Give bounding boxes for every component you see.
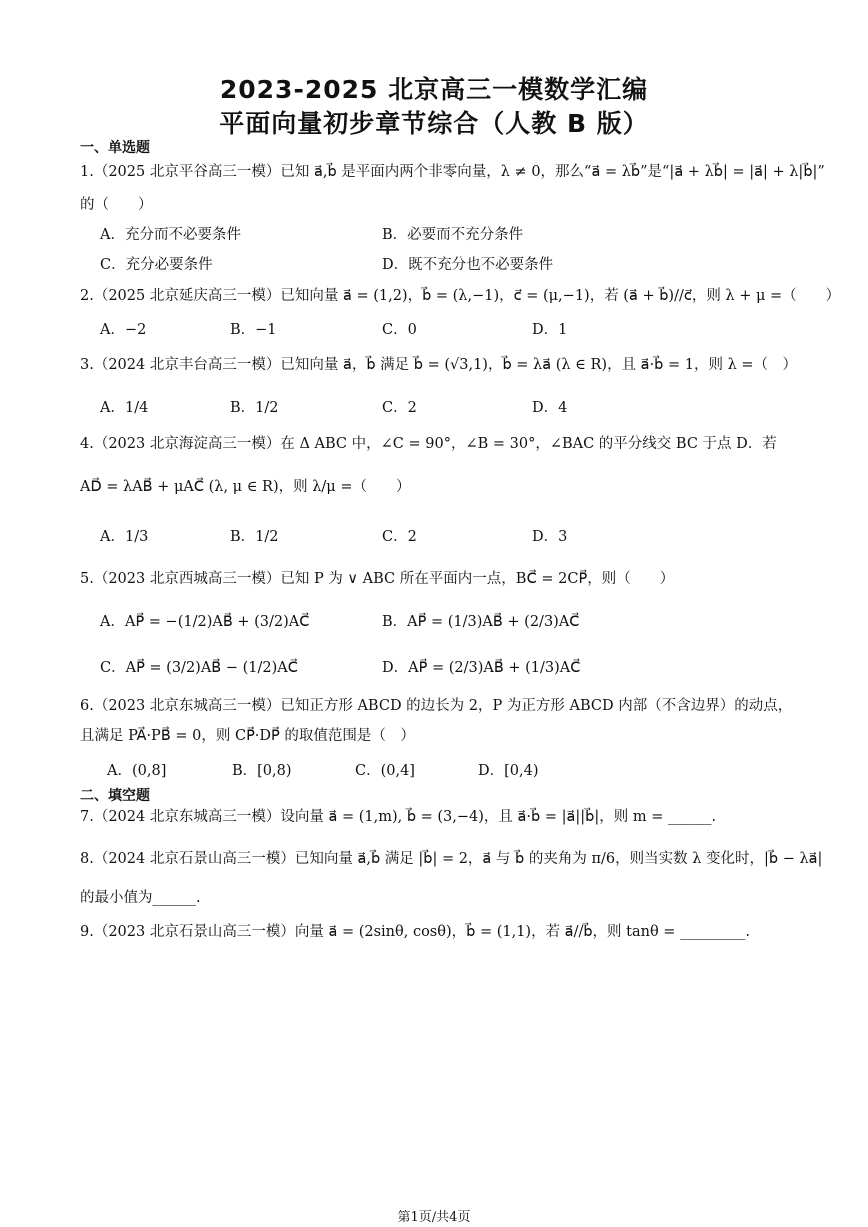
question-2-option-c: C．0: [382, 322, 417, 338]
question-6-option-b: B．[0,8): [232, 763, 292, 779]
question-4-option-d: D．3: [532, 529, 568, 545]
question-8-stem: 8.（2024 北京石景山高三一模）已知向量 a⃗,b⃗ 满足 |b⃗| = 2，a⃗ 与 b⃗ 的夹角为 π/6，则当实数 λ 变化时，|b⃗ − λa⃗|: [80, 851, 823, 867]
question-3-option-b: B．1/2: [230, 400, 279, 416]
question-5-option-c: C．AP⃗ = (3/2)AB⃗ − (1/2)AC⃗: [100, 660, 298, 676]
question-6-option-a: A．(0,8]: [107, 763, 167, 779]
question-4-option-b: B．1/2: [230, 529, 279, 545]
question-7-stem: 7.（2024 北京东城高三一模）设向量 a⃗ = (1,m), b⃗ = (3,−4)，且 a⃗·b⃗ = |a⃗||b⃗|，则 m = ______.: [80, 809, 717, 825]
question-1-stem-cont: 的（ ）: [80, 197, 153, 213]
question-2-stem: 2.（2025 北京延庆高三一模）已知向量 a⃗ = (1,2)，b⃗ = (λ,−1)，c⃗ = (μ,−1)，若 (a⃗ + b⃗)//c⃗，则 λ + μ =（ ）: [80, 288, 841, 304]
question-3-stem: 3.（2024 北京丰台高三一模）已知向量 a⃗，b⃗ 满足 b⃗ = (√3,1)，b⃗ = λa⃗ (λ ∈ R)，且 a⃗·b⃗ = 1，则 λ =（ ）: [80, 357, 798, 373]
question-4-stem: 4.（2023 北京海淀高三一模）在 Δ ABC 中，∠C = 90°，∠B = 30°，∠BAC 的平分线交 BC 于点 D．若: [80, 436, 777, 452]
question-3-option-d: D．4: [532, 400, 568, 416]
question-6-stem-cont: 且满足 PA⃗·PB⃗ = 0，则 CP⃗·DP⃗ 的取值范围是（ ）: [80, 728, 415, 744]
question-4-option-a: A．1/3: [100, 529, 149, 545]
question-2-option-b: B．−1: [230, 322, 277, 338]
question-6-option-c: C．(0,4]: [355, 763, 415, 779]
question-6-option-d: D．[0,4): [478, 763, 539, 779]
question-1-option-a: A．充分而不必要条件: [100, 227, 241, 243]
question-9-stem: 9.（2023 北京石景山高三一模）向量 a⃗ = (2sinθ, cosθ)，b⃗ = (1,1)，若 a⃗//b⃗，则 tanθ = _________.: [80, 924, 750, 940]
question-1-option-b: B．必要而不充分条件: [382, 227, 524, 243]
question-4-stem-cont: AD⃗ = λAB⃗ + μAC⃗ (λ, μ ∈ R)，则 λ/μ =（ ）: [80, 479, 411, 495]
question-4-option-c: C．2: [382, 529, 417, 545]
question-5-stem: 5.（2023 北京西城高三一模）已知 P 为 ∨ ABC 所在平面内一点，BC⃗ = 2CP⃗，则（ ）: [80, 571, 675, 587]
document-title-line2: 平面向量初步章节综合（人教 B 版）: [219, 109, 649, 138]
question-2-option-d: D．1: [532, 322, 568, 338]
document-title-line1: 2023-2025 北京高三一模数学汇编: [219, 75, 649, 104]
section-heading-single-choice: 一、单选题: [80, 140, 150, 156]
question-1-option-c: C．充分必要条件: [100, 257, 213, 273]
question-3-option-c: C．2: [382, 400, 417, 416]
question-1-stem: 1.（2025 北京平谷高三一模）已知 a⃗,b⃗ 是平面内两个非零向量，λ ≠ 0，那么“a⃗ = λb⃗”是“|a⃗ + λb⃗| = |a⃗| + λ|b⃗|”: [80, 164, 825, 180]
question-5-option-a: A．AP⃗ = −(1/2)AB⃗ + (3/2)AC⃗: [100, 614, 310, 630]
page-footer: 第1页/共4页: [397, 1210, 471, 1225]
question-1-option-d: D．既不充分也不必要条件: [382, 257, 554, 273]
question-3-option-a: A．1/4: [100, 400, 149, 416]
question-5-option-d: D．AP⃗ = (2/3)AB⃗ + (1/3)AC⃗: [382, 660, 581, 676]
question-2-option-a: A．−2: [100, 322, 147, 338]
question-8-stem-cont: 的最小值为______.: [80, 890, 201, 906]
section-heading-fill-blank: 二、填空题: [80, 788, 150, 804]
question-5-option-b: B．AP⃗ = (1/3)AB⃗ + (2/3)AC⃗: [382, 614, 580, 630]
question-6-stem: 6.（2023 北京东城高三一模）已知正方形 ABCD 的边长为 2，P 为正方形 ABCD 内部（不含边界）的动点，: [80, 698, 793, 714]
